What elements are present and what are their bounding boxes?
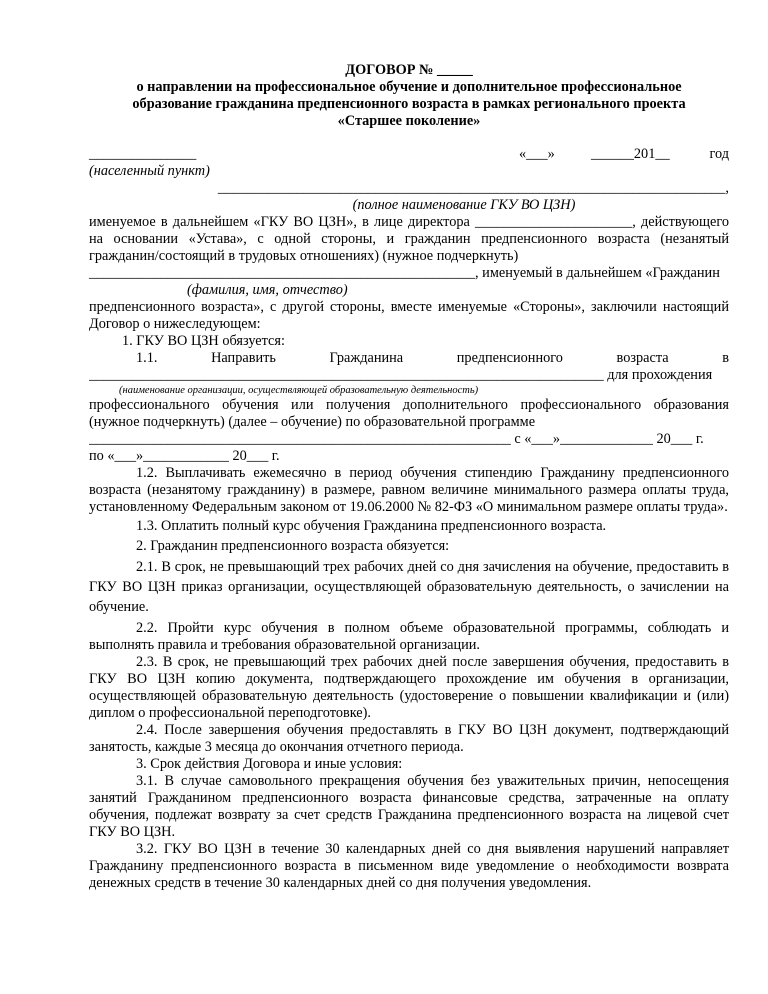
clause-2-3: 2.3. В срок, не превышающий трех рабочих дней после завершения обучения, предоставить в ГКУ ВО ЦЗН копию документа, подтверждающего прохождение им обучения в организации, осуществляющей образовательную деятельность (удостоверение о повышении квалификации и (или) диплом о профессиональной переподготовке). <box>89 654 729 721</box>
clause-1-3: 1.3. Оплатить полный курс обучения Гражданина предпенсионного возраста. <box>136 518 607 534</box>
clause-1-1-word: в <box>722 350 729 366</box>
title-line-3: образование гражданина предпенсионного возраста в рамках регионального проекта <box>132 96 686 112</box>
clause-3-1: 3.1. В случае самовольного прекращения обучения без уважительных причин, непосещения занятий Гражданином предпенсионного возраста финансовые средства, затраченные на оплату обучения, подлежат возврату за счет средств Гражданина предпенсионного возраста на лицевой счет ГКУ ВО ЦЗН. <box>89 773 729 840</box>
clause-1-1-caption: (наименование организации, осуществляющей образовательную деятельность) <box>119 385 479 396</box>
clause-1-1-dates-line-1: ___________________________________________________________ с «___»_____________ 20___ г. <box>89 431 704 447</box>
preamble-paragraph-2: предпенсионного возраста», с другой стороны, вместе именуемые «Стороны», заключили настоящий Договор о нижеследующем: <box>89 299 729 332</box>
org-blank: _______________________________________________________________________, <box>217 180 729 196</box>
date-day: «___» <box>519 146 555 162</box>
clause-1-1-first-line <box>89 350 729 367</box>
place-date-row <box>89 146 729 163</box>
contract-document <box>89 62 729 892</box>
clause-2-2: 2.2. Пройти курс обучения в полном объеме образовательной программы, соблюдать и выполнять правила и требования образовательной организации. <box>89 620 729 653</box>
clause-1-1-word: Гражданина <box>329 350 404 366</box>
citizen-caption: (фамилия, имя, отчество) <box>187 282 348 298</box>
clause-1-1-dates-line-2: по «___»____________ 20___ г. <box>89 448 280 464</box>
clause-3-2: 3.2. ГКУ ВО ЦЗН в течение 30 календарных дней со дня выявления нарушений направляет Гражданину предпенсионного возраста в письменном виде уведомление о необходимости возврата денежных средств в течение 30 календарных дней со дня получения уведомления. <box>89 841 729 891</box>
clause-1-1-word: предпенсионного <box>456 350 563 366</box>
date-month-year: ______201__ <box>591 146 670 162</box>
preamble-paragraph-1: именуемое в дальнейшем «ГКУ ВО ЦЗН», в лице директора ______________________, действующего на основании «Устава», с одной стороны, и гражданин предпенсионного возраста (незанятый гражданин/состоящий в трудовых отношениях) (нужное подчеркнуть) <box>89 214 729 264</box>
citizen-line: ______________________________________________________, именуемый в дальнейшем «Гражданин <box>89 265 720 281</box>
section-2-heading: 2. Гражданин предпенсионного возраста обязуется: <box>136 538 450 554</box>
clause-1-1-org-blank: ________________________________________________________________________ для прохождения <box>89 367 713 383</box>
date-year-suffix: год <box>709 146 729 162</box>
title-line-1: ДОГОВОР № _____ <box>345 62 473 78</box>
org-caption: (полное наименование ГКУ ВО ЦЗН) <box>352 197 576 213</box>
section-1-heading: 1. ГКУ ВО ЦЗН обязуется: <box>122 333 285 349</box>
clause-2-1: 2.1. В срок, не превышающий трех рабочих дней со дня зачисления на обучение, предоставить в ГКУ ВО ЦЗН приказ организации, осуществляющей образовательную деятельность, о зачислении на обучение. <box>89 559 729 615</box>
place-caption: (населенный пункт) <box>89 163 210 179</box>
clause-1-2: 1.2. Выплачивать ежемесячно в период обучения стипендию Гражданину предпенсионного возраста (незанятому гражданину) в размере, равном величине минимального размера оплаты труда, установленному Федеральным законом от 19.06.2000 № 82-ФЗ «О минимальном размере оплаты труда». <box>89 465 729 515</box>
clause-2-4: 2.4. После завершения обучения предоставлять в ГКУ ВО ЦЗН документ, подтверждающий занятость, каждые 3 месяца до окончания отчетного периода. <box>89 722 729 755</box>
title-line-4: «Старшее поколение» <box>337 113 481 129</box>
title-line-2: о направлении на профессиональное обучение и дополнительное профессиональное <box>136 79 682 95</box>
place-blank: _______________ <box>89 146 197 162</box>
document-title <box>89 62 729 130</box>
clause-1-1-word: Направить <box>211 350 276 366</box>
section-3-heading: 3. Срок действия Договора и иные условия: <box>136 756 403 772</box>
clause-1-1-word: возраста <box>616 350 669 366</box>
clause-1-1-word: 1.1. <box>136 350 158 366</box>
clause-1-1-text: профессионального обучения или получения дополнительного профессионального образования (нужное подчеркнуть) (далее – обучение) по образовательной программе <box>89 397 729 430</box>
